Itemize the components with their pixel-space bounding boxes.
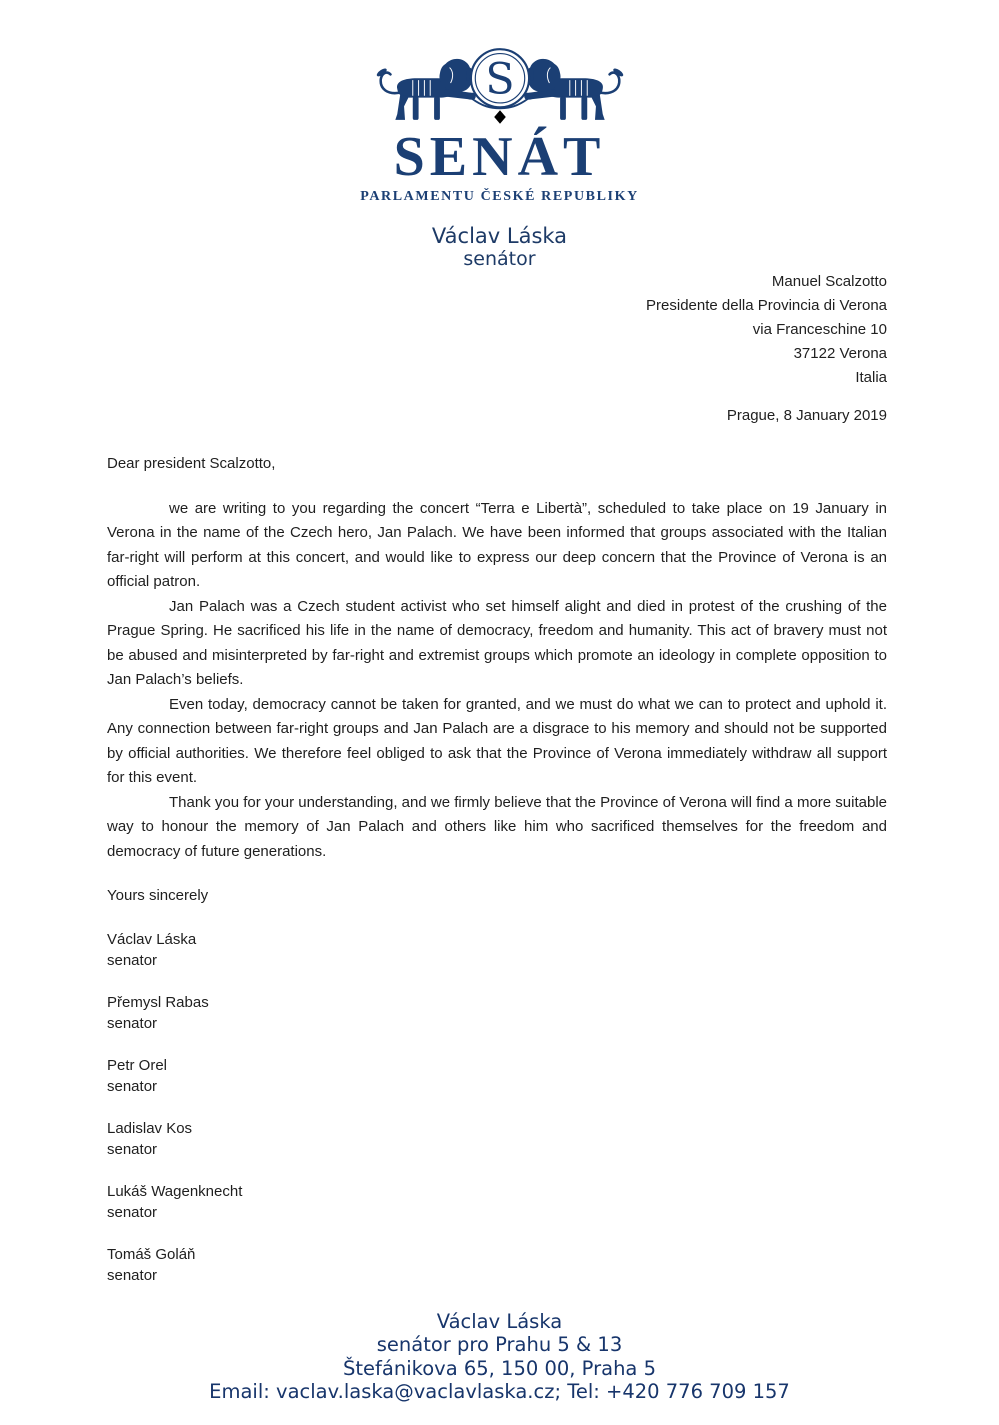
signature-block: [107, 992, 887, 1034]
signature-list: [107, 929, 887, 1286]
recipient-line: 37122 Verona: [793, 345, 887, 362]
signatory-name: Tomáš Goláň: [107, 1245, 196, 1263]
footer-line: Václav Láska: [436, 1309, 563, 1333]
letter-content: [0, 270, 999, 1286]
signature-block: [107, 929, 887, 971]
footer-contact-line: Email: vaclav.laska@vaclavlaska.cz; Tel: +420 776 709 157: [209, 1380, 790, 1403]
signatory-name: Petr Orel: [107, 1056, 168, 1074]
signatory-title: senator: [107, 1014, 158, 1032]
signatory-name: Václav Láska: [107, 930, 197, 948]
body-paragraph: Thank you for your understanding, and we firmly believe that the Province of Verona will find a more suitable way to honour the memory of Jan Palach and others like him who sacrificed themselves for the freedom and democracy of future generations.: [107, 793, 887, 860]
body-paragraph: we are writing to you regarding the concert “Terra e Libertà”, scheduled to take place on 19 January in Verona in the name of the Czech hero, Jan Palach. We have been informed that groups associated with the Italian far-right will perform at this concert, and would like to express our deep concern that the Province of Verona is an official patron.: [107, 499, 887, 590]
body-paragraph: Even today, democracy cannot be taken for granted, and we must do what we can to protect and uphold it. Any connection between far-right groups and Jan Palach are a disgrace to his memory and should not be supported by official authorities. We therefore feel obliged to ask that the Province of Verona immediately withdraw all support for this event.: [107, 695, 887, 786]
svg-text:S: S: [484, 54, 515, 105]
closing: Yours sincerely: [107, 887, 209, 904]
signatory-title: senator: [107, 1266, 158, 1284]
signatory-title: senator: [107, 951, 158, 969]
recipient-line: Manuel Scalzotto: [771, 273, 887, 290]
signatory-title: senator: [107, 1077, 158, 1095]
letter-body: [107, 497, 887, 865]
sender-title: senátor: [463, 248, 536, 270]
senate-subtitle: PARLAMENTU ČESKÉ REPUBLIKY: [360, 189, 639, 204]
page-footer: [0, 1310, 999, 1404]
letterhead: [0, 46, 999, 270]
lion-left-icon: [375, 59, 477, 120]
signatory-name: Lukáš Wagenknecht: [107, 1182, 243, 1200]
body-paragraph: Jan Palach was a Czech student activist who set himself alight and died in protest of the crushing of the Prague Spring. He sacrificed his life in the name of democracy, freedom and humanity. This act of bravery must not be abused and misinterpreted by far-right and extremist groups which promote an ideology in complete opposition to Jan Palach’s beliefs.: [107, 597, 887, 688]
recipient-line: Italia: [855, 369, 887, 386]
signatory-title: senator: [107, 1140, 158, 1158]
salutation: Dear president Scalzotto,: [107, 455, 276, 472]
signatory-name: Ladislav Kos: [107, 1119, 193, 1137]
recipient-line: Presidente della Provincia di Verona: [646, 297, 887, 314]
recipient-line: via Franceschine 10: [752, 321, 887, 338]
signatory-name: Přemysl Rabas: [107, 993, 209, 1011]
signature-block: [107, 1118, 887, 1160]
signature-block: [107, 1244, 887, 1286]
senate-monogram-icon: [470, 49, 528, 124]
signature-block: [107, 1181, 887, 1223]
dateline: Prague, 8 January 2019: [726, 407, 887, 424]
senate-wordmark: SENÁT: [393, 126, 606, 188]
signatory-title: senator: [107, 1203, 158, 1221]
senate-logo: [374, 46, 626, 126]
lion-right-icon: [522, 59, 624, 120]
footer-line: Štefánikova 65, 150 00, Praha 5: [343, 1356, 656, 1380]
recipient-address: [107, 270, 887, 390]
signature-block: [107, 1055, 887, 1097]
footer-line: senátor pro Prahu 5 & 13: [376, 1333, 623, 1356]
sender-name: Václav Láska: [431, 224, 568, 248]
